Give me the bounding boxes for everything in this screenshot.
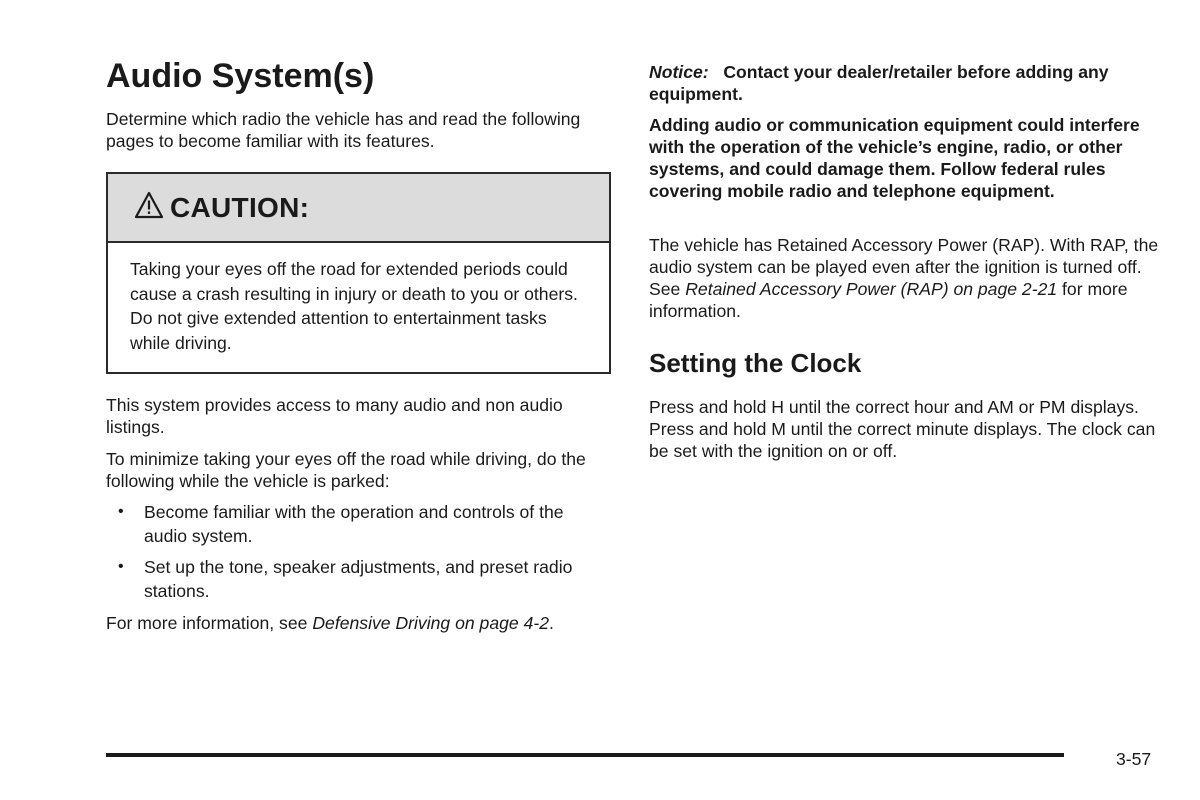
more-info-suffix: . [549,613,554,633]
caution-box [106,172,611,374]
list-item [106,555,610,603]
minimize-paragraph: To minimize taking your eyes off the road while driving, do the following while the vehicle is parked: [106,449,586,491]
notice-text: Contact your dealer/retailer before adding any equipment. [649,62,1109,104]
rap-link[interactable]: Retained Accessory Power (RAP) on page 2-21 [685,279,1058,299]
page-number: 3-57 [1116,749,1152,769]
list-item-text: Become familiar with the operation and controls of the audio system. [144,502,564,546]
equipment-warning-paragraph: Adding audio or communication equipment could interfere with the operation of the vehicle’s engine, radio, or other systems, and could damage them. Follow federal rules covering mobile radio and telephone equipment. [649,115,1140,201]
bullet-list [106,500,610,610]
footer-divider [106,753,1064,757]
rap-prefix: The vehicle has Retained Accessory Power (RAP). With RAP, the audio system can be played even after the ignition is turned off. See [649,235,1159,299]
bullet-icon: • [118,503,124,520]
system-paragraph: This system provides access to many audio and non audio listings. [106,395,563,437]
clock-paragraph: Press and hold H until the correct hour and AM or PM displays. Press and hold M until the correct minute displays. The clock can be set with the ignition on or off. [649,397,1156,461]
rap-suffix: for more information. [649,279,1128,321]
defensive-driving-link[interactable]: Defensive Driving on page 4-2 [312,613,550,633]
intro-paragraph: Determine which radio the vehicle has and read the following pages to become familiar with its features. [106,109,581,151]
caution-body: Taking your eyes off the road for extended periods could cause a crash resulting in injury or death to you or others. Do not give extended attention to entertainment tasks while driving. [130,259,578,353]
warning-triangle-icon [134,190,164,220]
notice-label: Notice: [649,62,709,82]
notice-paragraph [649,61,1159,105]
more-info-prefix: For more information, see [106,613,313,633]
more-info-paragraph [106,612,610,634]
rap-paragraph [649,234,1159,322]
bullet-icon: • [118,558,124,575]
caution-title: CAUTION: [170,191,310,223]
list-item-text: Set up the tone, speaker adjustments, and preset radio stations. [144,557,573,601]
clock-heading: Setting the Clock [649,348,862,378]
page-title: Audio System(s) [106,57,375,95]
caution-header [108,174,609,243]
list-item [106,500,610,548]
